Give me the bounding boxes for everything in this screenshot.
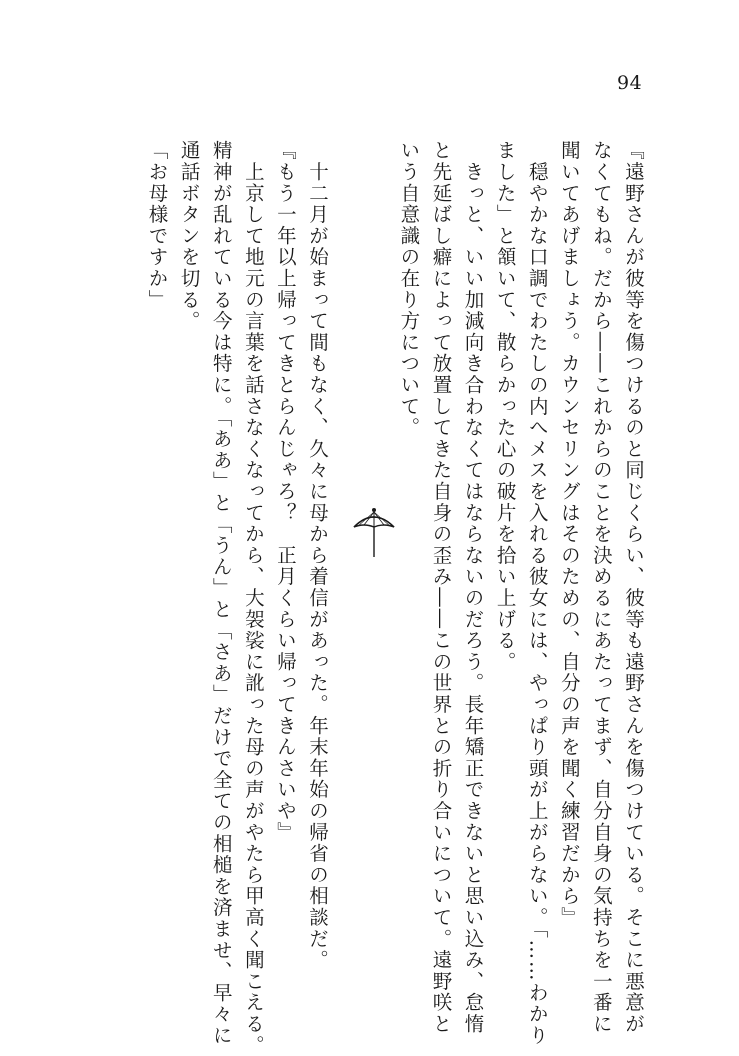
text-line: 『もう一年以上帰ってきとらんじゃろ？ 正月くらい帰ってきんさいや』 — [273, 140, 297, 843]
text-line: ました」と頷いて、散らかった心の破片を拾い上げる。 — [493, 140, 517, 673]
text-line: と先延ばし癖によって放置してきた自身の歪み――この世界との折り合いについて。遠野咲と — [429, 140, 453, 1035]
text-line: 上京して地元の言葉を話さなくなってから、大袈裟に訛った母の声がやたら甲高く聞こえる。 — [241, 140, 265, 1056]
text-section-2 — [140, 140, 333, 1056]
page-number: 94 — [617, 72, 643, 94]
text-section-1 — [392, 140, 649, 1047]
text-line: 「お母様ですか」 — [145, 140, 169, 311]
text-line: 聞いてあげましょう。カウンセリングはそのための、自分の声を聞く練習だから』 — [557, 140, 581, 929]
text-line: 精神が乱れている今は特に。「ああ」と「うん」と「さあ」だけで全ての相槌を済ませ、早々に — [209, 140, 233, 1047]
text-line: 通話ボタンを切る。 — [177, 140, 201, 332]
text-line: なくてもね。だから――これからのことを決めるにあたってまず、自分自身の気持ちを一番に — [589, 140, 613, 1035]
text-line: きっと、いい加減向き合わなくてはならないのだろう。長年矯正できないと思い込み、怠惰 — [461, 140, 485, 1035]
umbrella-icon — [350, 505, 398, 561]
text-line: 『遠野さんが彼等を傷つけるのと同じくらい、彼等も遠野さんを傷つけている。そこに悪意が — [622, 140, 645, 1035]
text-line: いう自意識の在り方について。 — [397, 140, 421, 439]
text-line: 穏やかな口調でわたしの内へメスを入れる彼女には、やっぱり頭が上がらない。「……わかり — [525, 140, 549, 1047]
text-line: 十二月が始まって間もなく、久々に母から着信があった。年末年始の帰省の相談だ。 — [306, 140, 329, 971]
